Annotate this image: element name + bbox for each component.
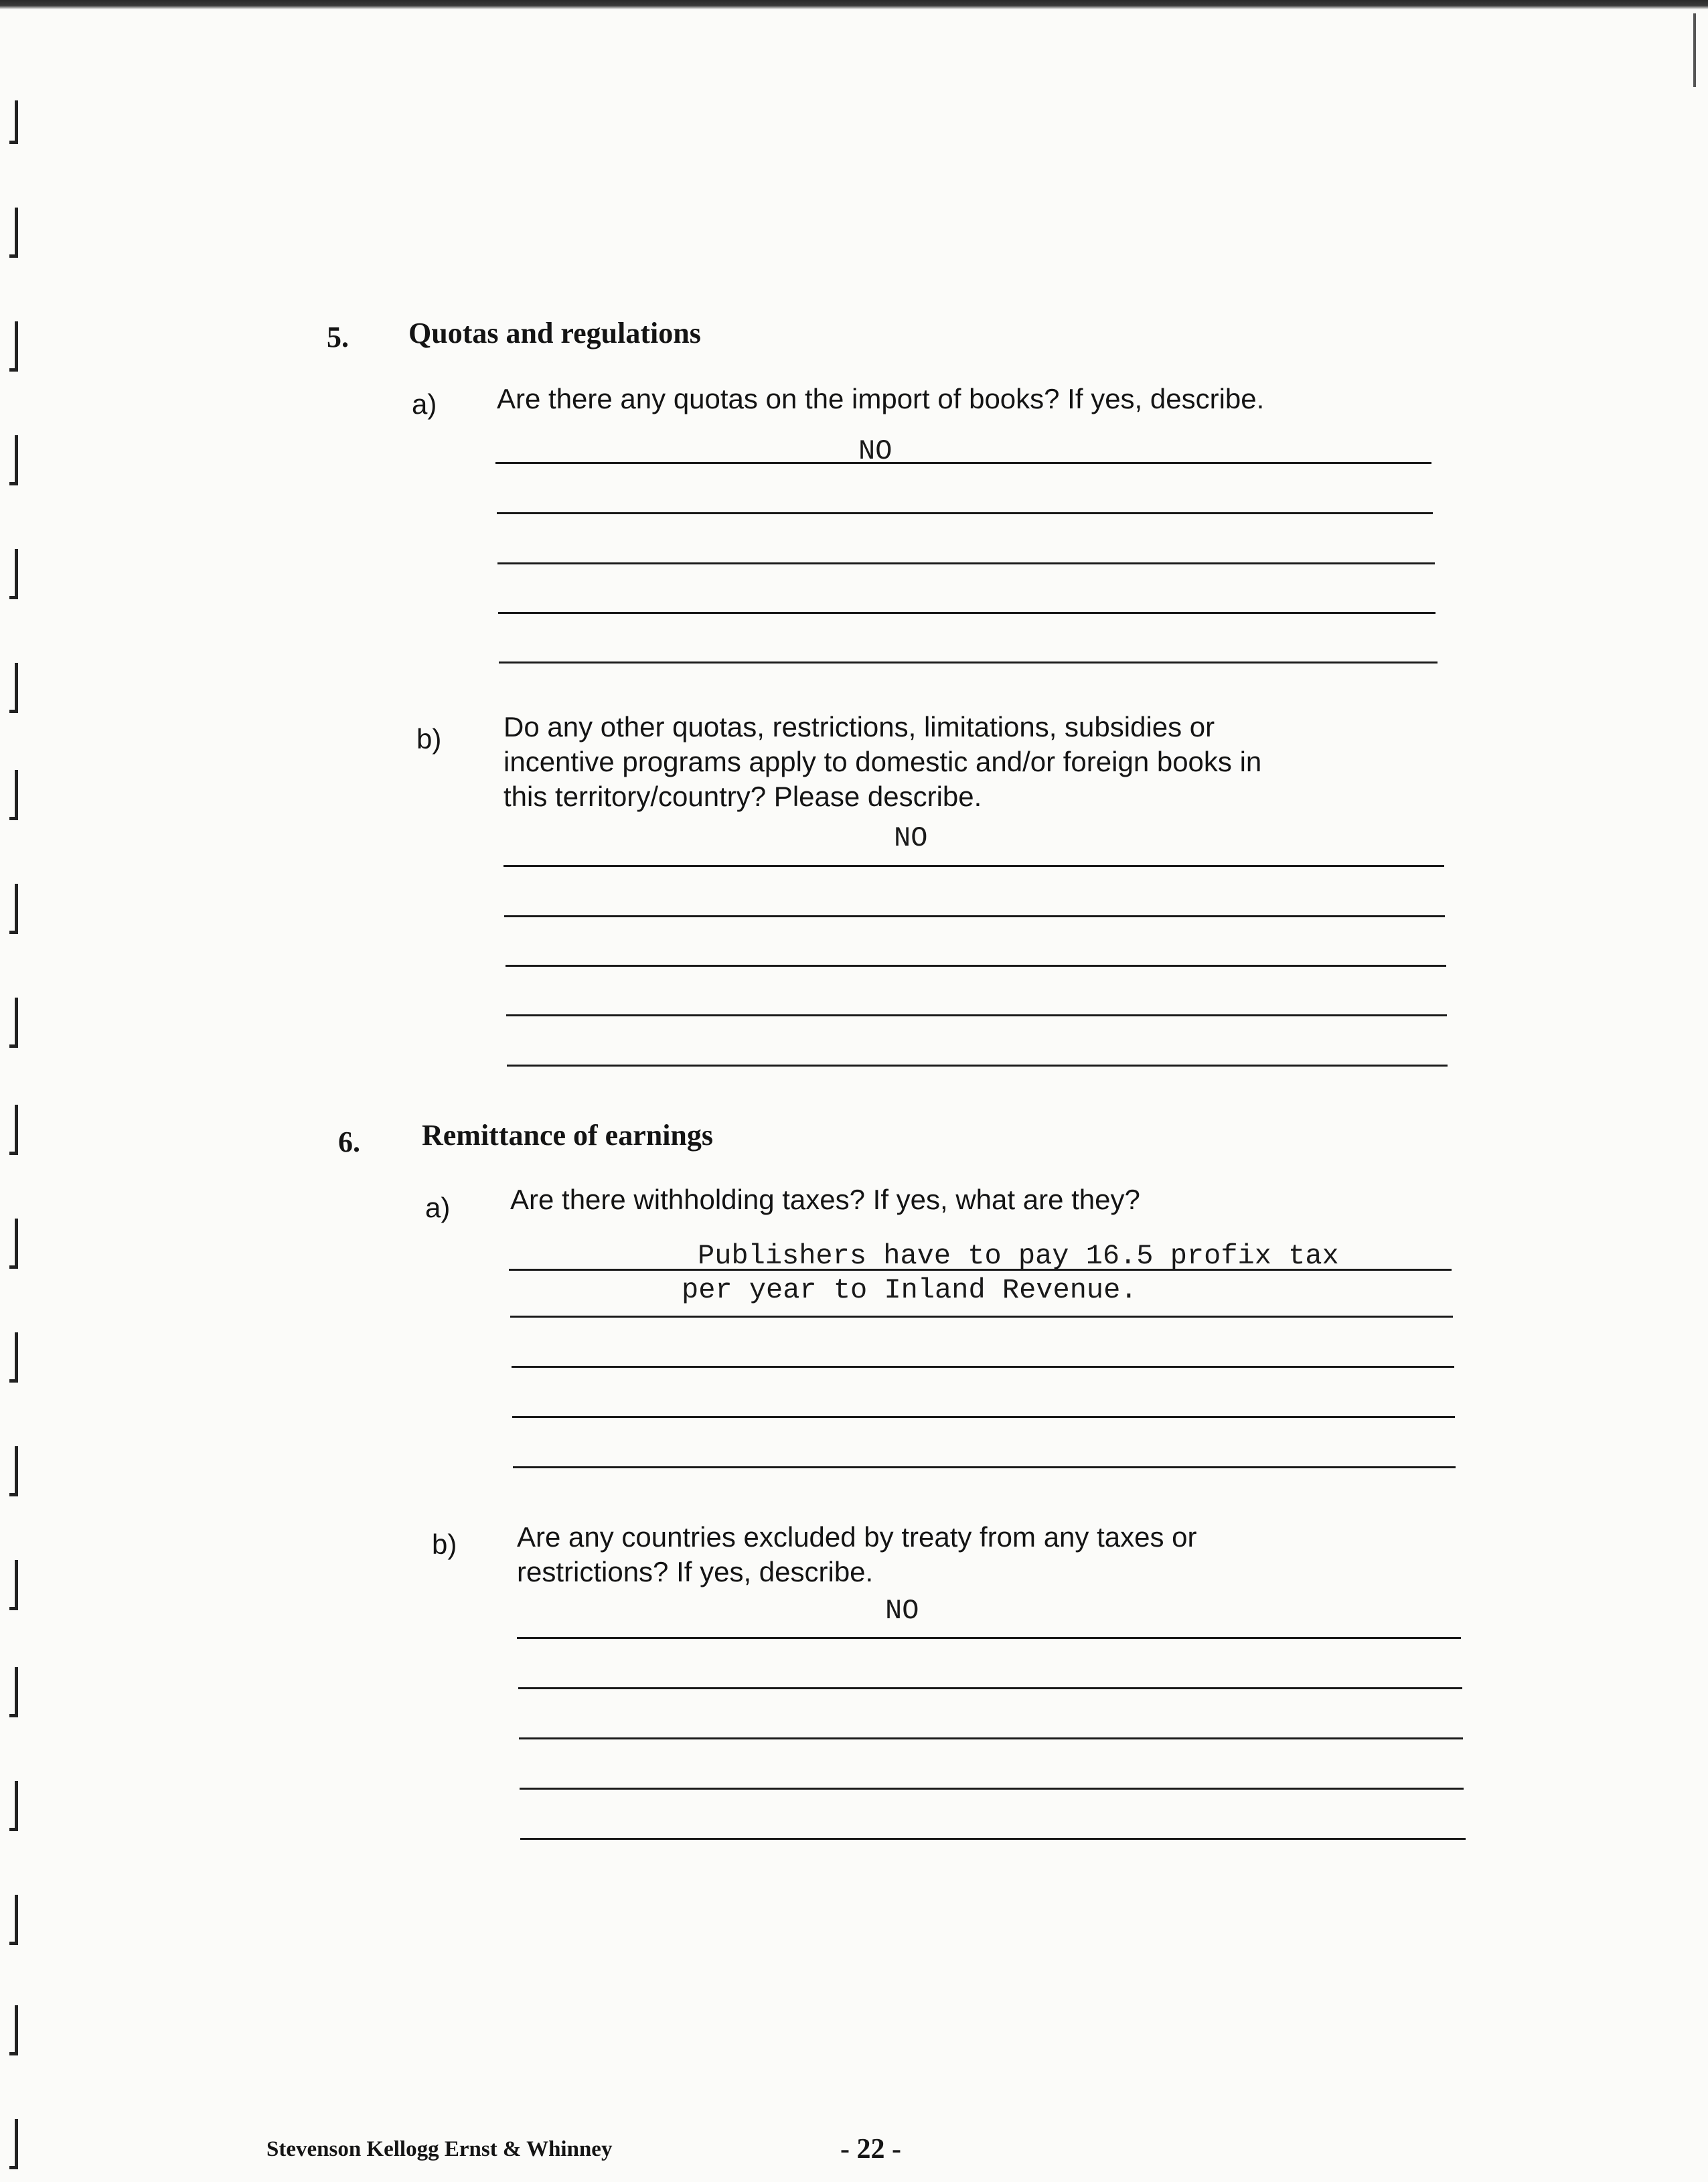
answer-line (497, 512, 1433, 514)
binder-edge-mark (9, 1219, 18, 1269)
answer-line (509, 1269, 1452, 1271)
binder-edge-mark (9, 1105, 18, 1155)
answer-line (506, 1014, 1447, 1016)
binder-edge-mark (9, 549, 18, 599)
answer-line (518, 1687, 1462, 1689)
section-5b-question-line-3: this territory/country? Please describe. (503, 781, 982, 812)
binder-edge-mark (9, 1332, 18, 1383)
section-5b-label: b) (416, 723, 442, 755)
answer-line (519, 1737, 1463, 1739)
section-5a-question: Are there any quotas on the import of books? If yes, describe. (497, 383, 1265, 414)
binder-edge-mark (9, 1781, 18, 1831)
answer-line (520, 1788, 1464, 1790)
binder-edge-mark (9, 100, 18, 144)
scan-top-edge (0, 0, 1708, 9)
section-6a-label: a) (425, 1192, 451, 1223)
footer-firm-name: Stevenson Kellogg Ernst & Whinney (266, 2137, 613, 2161)
section-6a-answer-line-2[interactable]: per year to Inland Revenue. (682, 1274, 1138, 1306)
section-6b-label: b) (432, 1529, 457, 1560)
binder-edge-mark (9, 2119, 18, 2169)
section-5-number: 5. (327, 321, 349, 354)
answer-line (510, 1316, 1453, 1318)
section-6-number: 6. (338, 1125, 360, 1158)
answer-line (512, 1366, 1454, 1368)
answer-line (507, 1065, 1448, 1067)
binder-edge-mark (9, 998, 18, 1048)
binder-edge-mark (9, 321, 18, 372)
binder-edge-mark (9, 1560, 18, 1610)
section-6-title: Remittance of earnings (422, 1119, 714, 1152)
answer-line (498, 612, 1435, 614)
answer-line (513, 1466, 1456, 1468)
binder-edge-mark (9, 1667, 18, 1717)
footer-page-number: - 22 - (840, 2134, 901, 2165)
binder-edge-mark (9, 208, 18, 258)
binder-edge-mark (9, 1446, 18, 1496)
section-6b-question-line-1: Are any countries excluded by treaty from any taxes or (517, 1521, 1197, 1553)
binder-edge-mark (9, 2005, 18, 2055)
answer-line (506, 965, 1446, 967)
section-5b-answer[interactable]: NO (894, 822, 928, 854)
section-6b-question-line-2: restrictions? If yes, describe. (517, 1556, 874, 1587)
section-5a-label: a) (412, 388, 437, 420)
answer-line (512, 1416, 1455, 1418)
answer-line (499, 661, 1438, 664)
binder-edge-mark (9, 884, 18, 934)
answer-line (497, 562, 1435, 564)
section-5-title: Quotas and regulations (408, 317, 701, 349)
binder-edge-mark (9, 435, 18, 485)
binder-edge-mark (9, 663, 18, 713)
answer-line (504, 915, 1445, 917)
answer-line (503, 865, 1444, 867)
binder-edge-mark (9, 770, 18, 820)
section-6a-question: Are there withholding taxes? If yes, what are they? (510, 1184, 1140, 1215)
scan-right-edge-mark (1693, 13, 1696, 87)
section-6b-answer[interactable]: NO (885, 1595, 919, 1627)
section-5b-question-line-2: incentive programs apply to domestic and/or foreign books in (503, 746, 1262, 777)
section-6a-answer-line-1[interactable]: Publishers have to pay 16.5 profix tax (698, 1240, 1339, 1272)
section-5b-question-line-1: Do any other quotas, restrictions, limitations, subsidies or (503, 711, 1215, 743)
binder-edge-mark (9, 1895, 18, 1945)
answer-line (520, 1838, 1466, 1840)
answer-line (495, 462, 1431, 464)
section-5a-answer[interactable]: NO (858, 435, 892, 467)
answer-line (517, 1637, 1461, 1639)
